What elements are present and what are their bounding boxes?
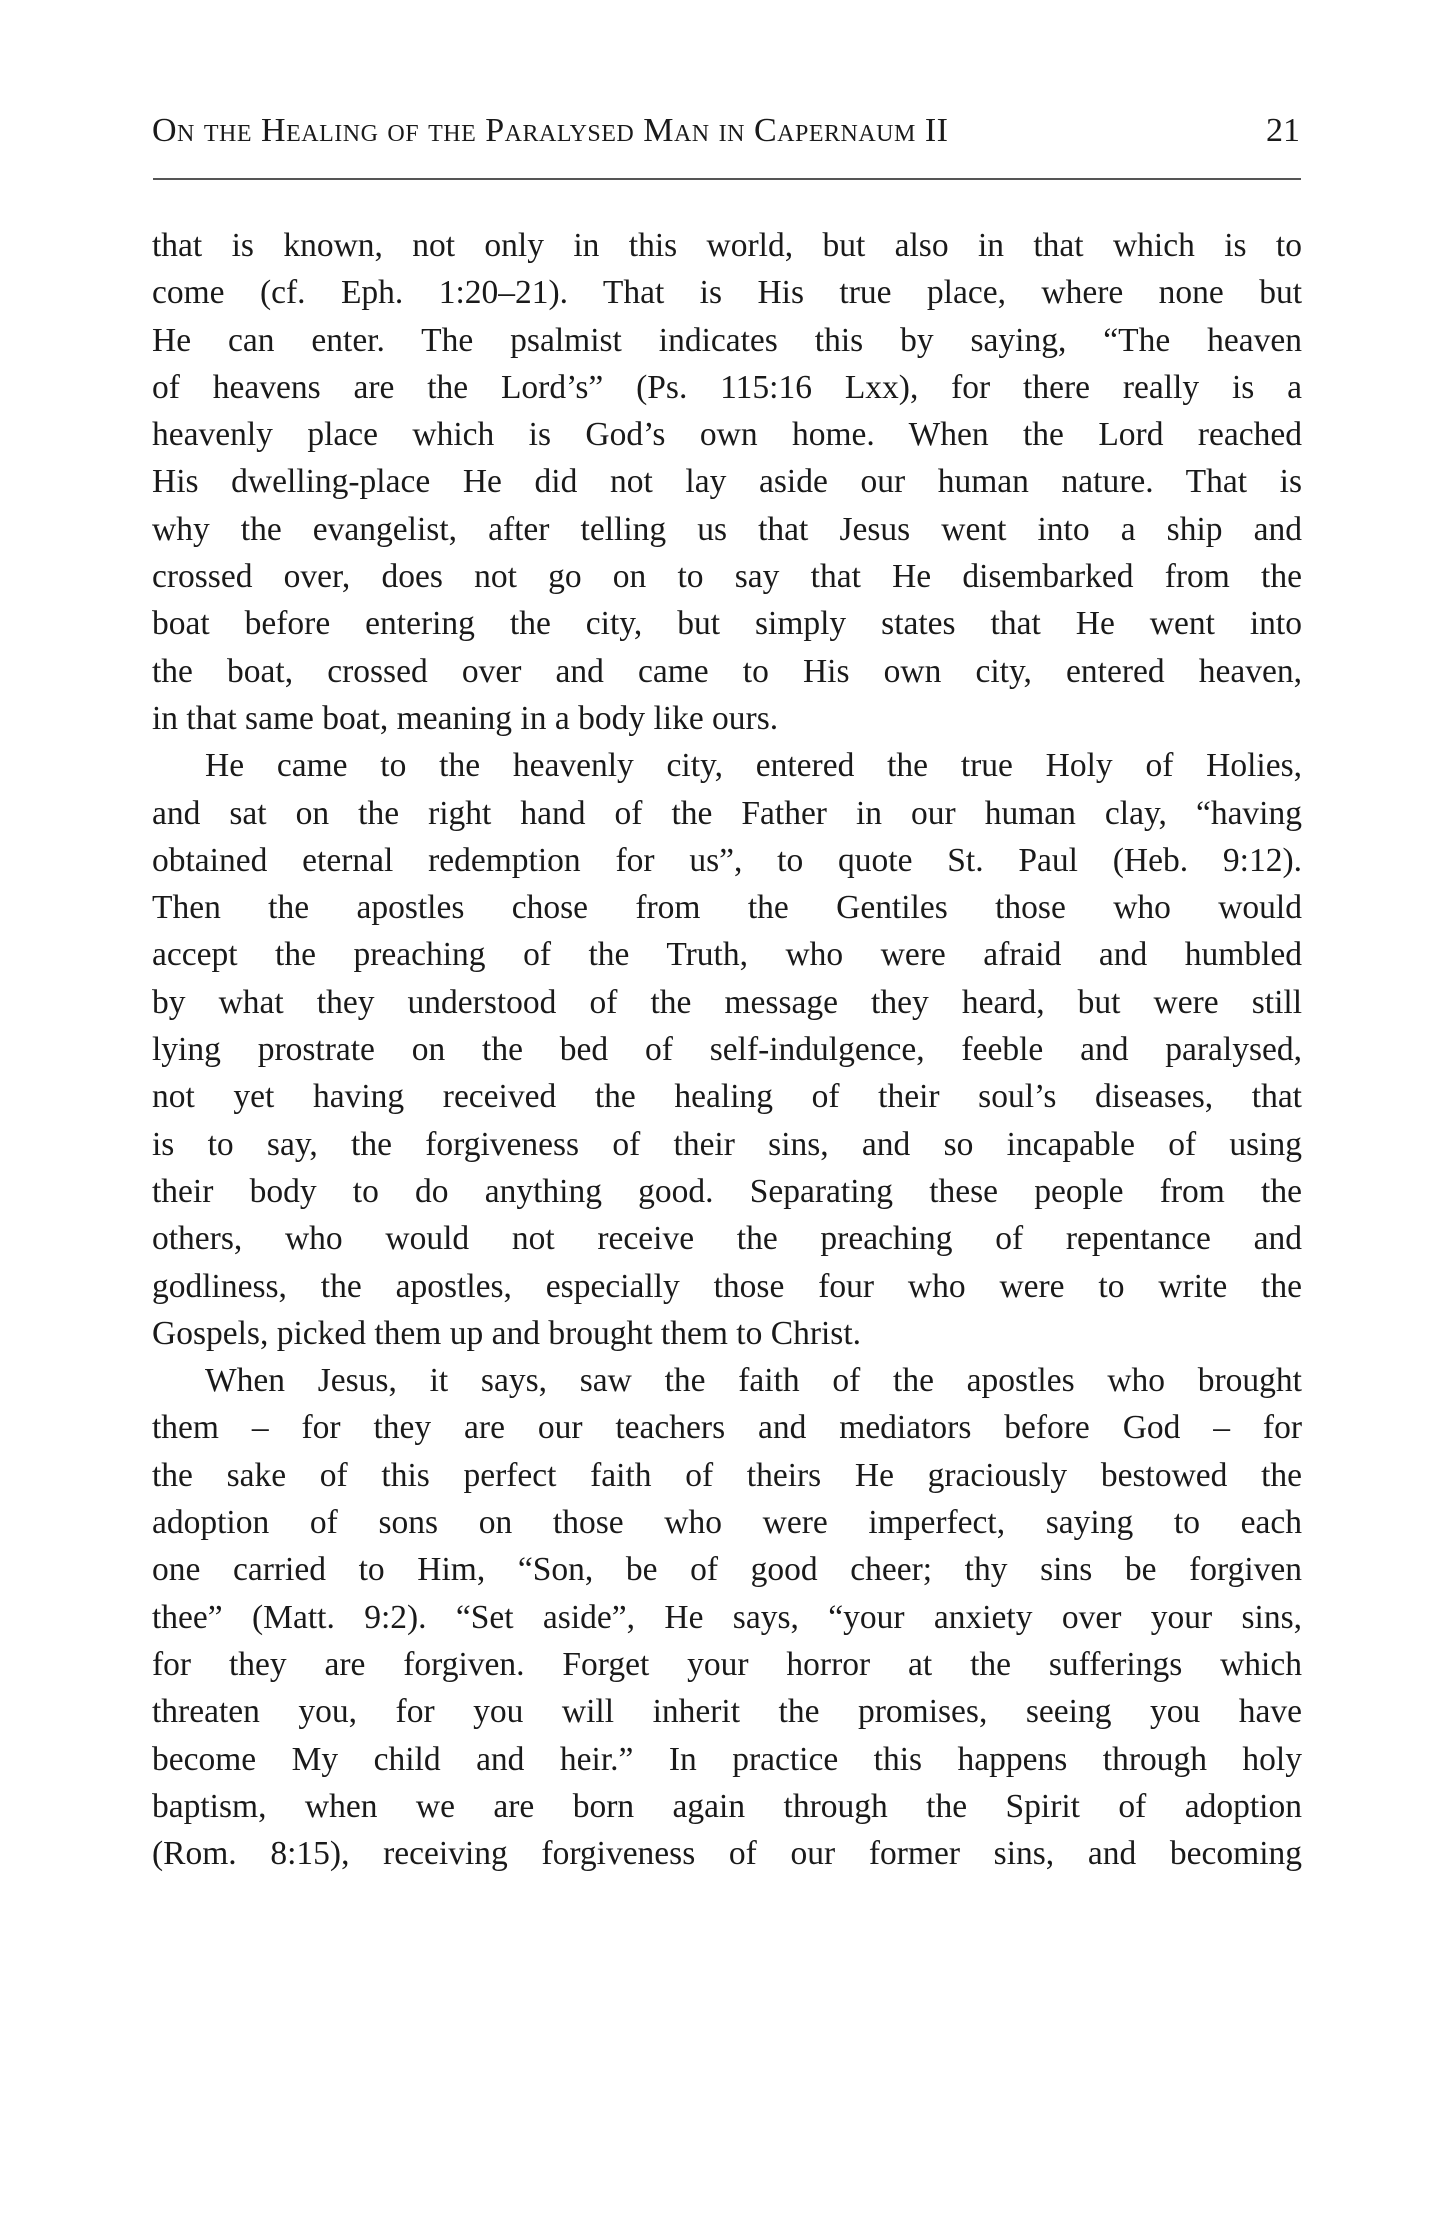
text-line: by what they understood of the message they heard, but were still	[152, 983, 1302, 1021]
header-rule	[153, 178, 1301, 180]
text-line: thee” (Matt. 9:2). “Set aside”, He says, “your anxiety over your sins,	[152, 1598, 1302, 1636]
running-head	[152, 112, 1300, 162]
text-line: accept the preaching of the Truth, who were afraid and humbled	[152, 936, 1302, 974]
text-line: crossed over, does not go on to say that He disembarked from the	[152, 558, 1302, 596]
text-line: Then the apostles chose from the Gentiles those who would	[152, 889, 1302, 927]
text-line: the boat, crossed over and came to His own city, entered heaven,	[152, 652, 1302, 690]
text-line: Gospels, picked them up and brought them to Christ.	[152, 1314, 861, 1352]
text-line: become My child and heir.” In practice this happens through holy	[152, 1740, 1302, 1778]
page-number: 21	[1266, 112, 1300, 149]
body-text	[152, 222, 1302, 1877]
text-line: come (cf. Eph. 1:20–21). That is His true place, where none but	[152, 274, 1302, 312]
text-line: their body to do anything good. Separating these people from the	[152, 1172, 1302, 1210]
running-title: On the Healing of the Paralysed Man in Capernaum II	[152, 112, 949, 149]
text-line: godliness, the apostles, especially those four who were to write the	[152, 1267, 1302, 1305]
text-line: is to say, the forgiveness of their sins, and so incapable of using	[152, 1125, 1302, 1163]
text-line: not yet having received the healing of their soul’s diseases, that	[152, 1078, 1302, 1116]
text-line: obtained eternal redemption for us”, to quote St. Paul (Heb. 9:12).	[152, 841, 1302, 879]
text-line: why the evangelist, after telling us that Jesus went into a ship and	[152, 510, 1302, 548]
text-line: in that same boat, meaning in a body like ours.	[152, 699, 779, 737]
text-line: (Rom. 8:15), receiving forgiveness of our former sins, and becoming	[152, 1835, 1302, 1873]
text-line: He can enter. The psalmist indicates this by saying, “The heaven	[152, 321, 1302, 359]
text-line: baptism, when we are born again through the Spirit of adoption	[152, 1787, 1302, 1825]
text-line: When Jesus, it says, saw the faith of the apostles who brought	[205, 1362, 1302, 1400]
text-line: others, who would not receive the preaching of repentance and	[152, 1220, 1302, 1258]
text-line: the sake of this perfect faith of theirs He graciously bestowed the	[152, 1456, 1302, 1494]
text-line: He came to the heavenly city, entered the true Holy of Holies,	[205, 747, 1302, 785]
text-line: for they are forgiven. Forget your horror at the sufferings which	[152, 1645, 1302, 1683]
text-line: one carried to Him, “Son, be of good cheer; thy sins be forgiven	[152, 1551, 1302, 1589]
text-line: adoption of sons on those who were imperfect, saying to each	[152, 1504, 1302, 1542]
text-line: them – for they are our teachers and mediators before God – for	[152, 1409, 1302, 1447]
text-line: lying prostrate on the bed of self-indulgence, feeble and paralysed,	[152, 1031, 1302, 1069]
text-line: of heavens are the Lord’s” (Ps. 115:16 Lxx), for there really is a	[152, 368, 1302, 406]
text-line: threaten you, for you will inherit the promises, seeing you have	[152, 1693, 1302, 1731]
text-line: that is known, not only in this world, but also in that which is to	[152, 227, 1302, 264]
text-line: His dwelling-place He did not lay aside our human nature. That is	[152, 463, 1302, 501]
text-line: and sat on the right hand of the Father in our human clay, “having	[152, 794, 1302, 832]
text-line: heavenly place which is God’s own home. When the Lord reached	[152, 416, 1302, 454]
text-line: boat before entering the city, but simply states that He went into	[152, 605, 1302, 643]
